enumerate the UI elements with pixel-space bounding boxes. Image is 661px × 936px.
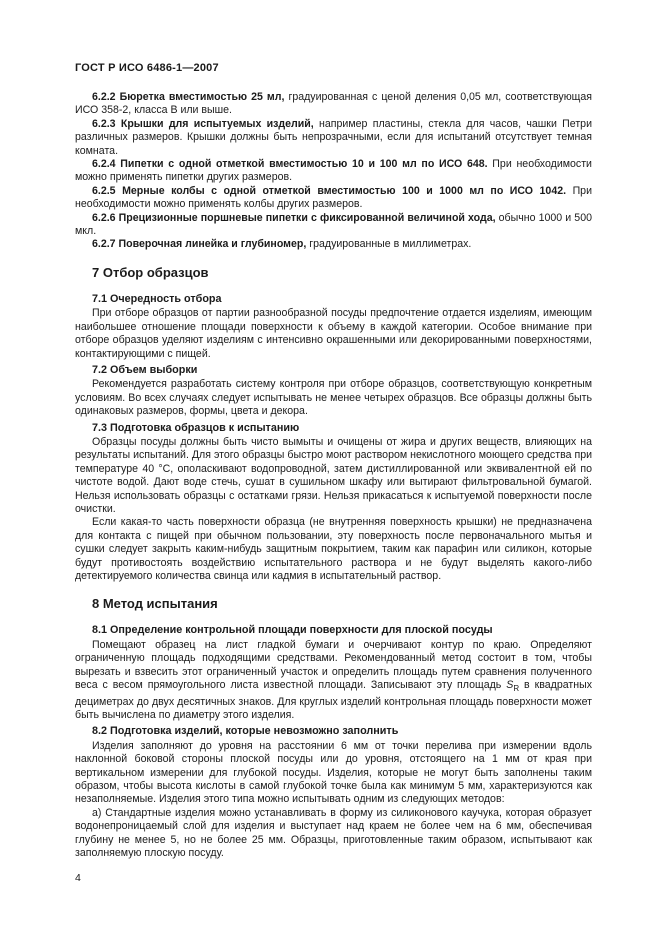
apparatus-item-rest: обычно 1000 и 500 мкл.: [75, 211, 592, 238]
apparatus-item-lead: 6.2.6 Прецизионные поршневые пипетки с фиксированной величиной хода,: [92, 211, 496, 224]
page-number: 4: [75, 872, 81, 884]
apparatus-item-6-2-6: [75, 212, 592, 239]
section-heading-7: 7 Отбор образцов: [92, 264, 209, 280]
subsection-heading-7-3: 7.3 Подготовка образцов к испытанию: [92, 421, 300, 434]
apparatus-item-rest: градуированные в миллиметрах.: [306, 238, 472, 251]
apparatus-item-lead: 6.2.5 Мерные колбы с одной отметкой вместимостью 100 и 1000 мл по ИСО 1042.: [92, 184, 567, 197]
apparatus-item-lead: 6.2.2 Бюретка вместимостью 25 мл,: [92, 91, 285, 103]
subsection-heading-7-2: 7.2 Объем выборки: [92, 363, 198, 376]
paragraph-8-2-1: Изделия заполняют до уровня на расстоянии 6 мм от точки перелива при измерении вдоль наклонной боковой стороны плоской посуды или до уровня, отстоящего на 1 мм от края при вертикальном измерении для глубокой посуды. Изделия, которые не могут быть заполнены таким образом, чтобы высота кислоты в самой глубокой точке была как минимум 5 мм, характеризуются как незаполняемые. Изделия этого типа можно испытывать одним из следующих методов:: [75, 739, 592, 806]
apparatus-item-6-2-4: [75, 158, 592, 185]
paragraph-text: в квадратных дециметрах до двух десятичных знаков. Для круглых изделий контрольная площадь поверхности может быть вычислена по диаметру этого изделия.: [75, 679, 592, 721]
apparatus-item-lead: 6.2.7 Поверочная линейка и глубиномер,: [92, 238, 307, 251]
subsection-heading-7-1: 7.1 Очередность отбора: [92, 292, 222, 305]
document-page: [75, 62, 592, 860]
apparatus-item-lead: 6.2.3 Крышки для испытуемых изделий,: [92, 117, 314, 130]
subsection-heading-8-2: 8.2 Подготовка изделий, которые невозможно заполнить: [92, 725, 399, 738]
apparatus-item-rest: градуированная с ценой деления 0,05 мл, соответствующая ИСО 358-2, класса В или выше.: [75, 91, 592, 117]
apparatus-item-6-2-5: [75, 185, 592, 212]
area-variable-subscript: R: [513, 684, 520, 694]
apparatus-item-rest: При необходимости можно применять колбы других размеров.: [75, 184, 592, 211]
apparatus-item-6-2-3: [75, 118, 592, 158]
apparatus-item-6-2-2: [75, 91, 592, 118]
section-heading-8: 8 Метод испытания: [92, 596, 218, 612]
paragraph-7-3-1: Образцы посуды должны быть чисто вымыты и очищены от жира и других веществ, влияющих на результаты испытаний. Для этого образцы быстро моют раствором некислотного моющего средства при температуре 40 °С, ополаскивают водопроводной, затем дистиллированной или эквивалентной ей по чистоте водой. Дают воде стечь, сушат в сушильном шкафу или вытирают фильтровальной бумагой. Нельзя использовать образцы с остатками грязи. Нельзя прикасаться к испытуемой поверхности после очистки.: [75, 435, 592, 515]
paragraph-7-3-2: Если какая-то часть поверхности образца (не внутренняя поверхность крышки) не предназначена для контакта с пищей при обычном пользовании, эту поверхность после первоначального мытья и сушки следует закрыть каким-нибудь защитным покрытием, таким как парафин или силикон, которые будут противостоять воздействию испытательного раствора и не будут выделять какого-либо детектируемого количества свинца или кадмия в испытательный раствор.: [75, 516, 592, 582]
apparatus-item-rest: например пластины, стекла для часов, чашки Петри различных размеров. Крышки должны быть непрозрачными, если для испытаний отсутствует темная комната.: [75, 117, 592, 157]
document-header: ГОСТ Р ИСО 6486-1—2007: [75, 62, 219, 74]
area-variable: S: [506, 679, 514, 692]
paragraph-8-1: [75, 639, 592, 723]
paragraph-7-2: Рекомендуется разработать систему контроля при отборе образцов, соответствующую конкретным условиям. Во всех случаях следует испытывать не менее четырех образцов. Все образцы должны быть одинаковых размеров, формы, цвета и декора.: [75, 378, 592, 418]
subsection-heading-8-1: 8.1 Определение контрольной площади поверхности для плоской посуды: [92, 624, 493, 637]
apparatus-item-6-2-7: [75, 238, 592, 251]
apparatus-item-rest: При необходимости можно применять пипетки других размеров.: [75, 158, 592, 184]
paragraph-8-2-2: а) Стандартные изделия можно устанавливать в форму из силиконового каучука, которая образует водонепроницаемый слой для изделия и выступает над краем не более чем на 6 мм, обеспечивая глубину не менее 5, но не более 25 мм. Образцы, приготовленные таким образом, испытывают как заполняемую плоскую посуду.: [75, 806, 592, 860]
paragraph-text: Помещают образец на лист гладкой бумаги и очерчивают контур по краю. Определяют ограниченную площадь подходящими средствами. Рекомендованный метод состоит в том, чтобы вырезать и взвесить этот ограниченный участок и определить площадь путем сравнения полученного веса с весом прямоугольного листа известной площади. Записывают эту площадь: [75, 638, 592, 692]
apparatus-item-lead: 6.2.4 Пипетки с одной отметкой вместимостью 10 и 100 мл по ИСО 648.: [92, 158, 488, 171]
paragraph-7-1: При отборе образцов от партии разнообразной посуды предпочтение отдается изделиям, имеющим наибольшее отношение площади поверхности к объему в каждой категории. Особое внимание при отборе образцов уделяют изделиям с интенсивно окрашенными или декорированными поверхностями, контактирующими с пищей.: [75, 307, 592, 360]
